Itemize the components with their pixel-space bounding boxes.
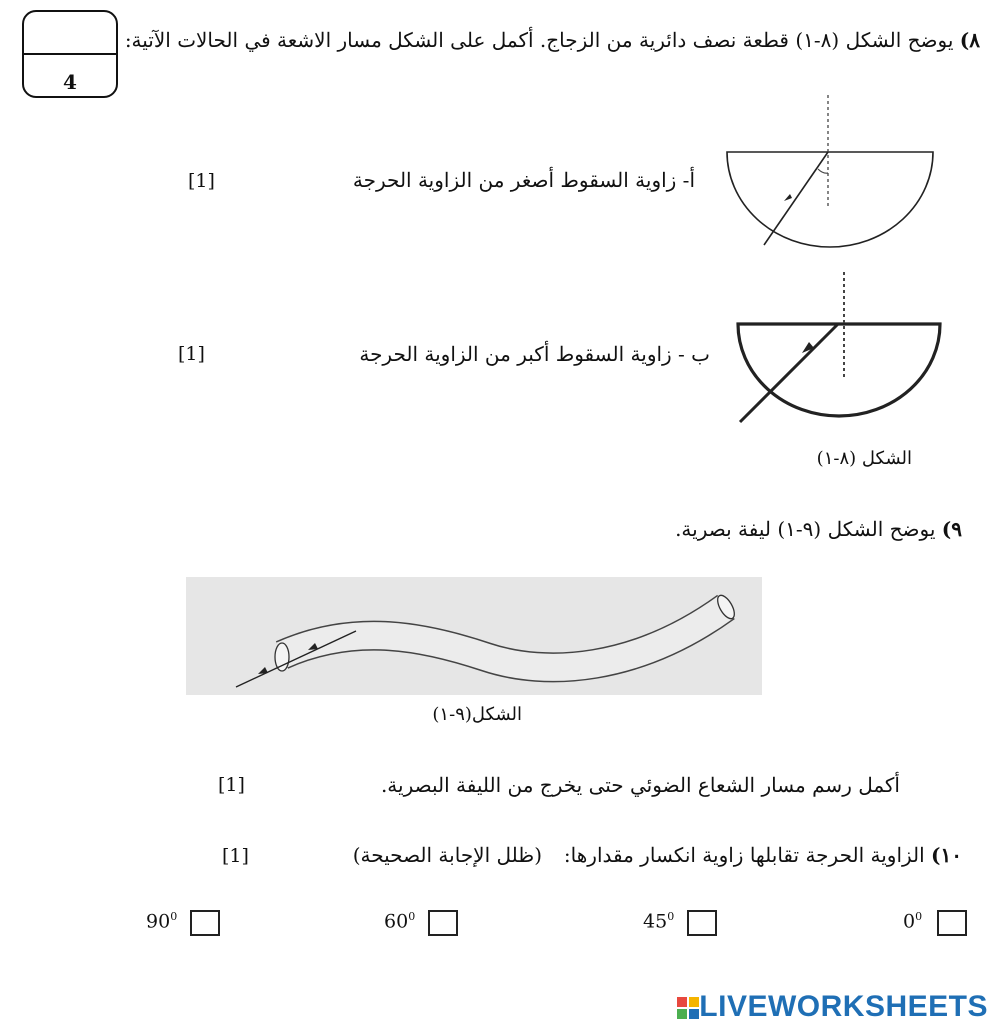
- figure-9-1[interactable]: [186, 577, 762, 695]
- q10-mark: [1]: [222, 845, 249, 867]
- q10-heading: [564, 843, 962, 867]
- option-60-label: $60^0$: [384, 910, 416, 933]
- ray-arrow-a: [784, 194, 792, 201]
- figure-9-1-caption: الشكل(٩-١): [432, 704, 522, 725]
- q9-heading: [675, 517, 962, 541]
- q8-text: يوضح الشكل (٨-١) قطعة نصف دائرية من الزجاج. أكمل على الشكل مسار الاشعة في الحالات الآتية:: [124, 28, 954, 52]
- brand-name: LIVEWORKSHEETS: [699, 990, 988, 1023]
- marks-divider: [24, 53, 116, 55]
- q8-part-b-mark: [1]: [178, 343, 205, 365]
- q10-text: الزاوية الحرجة تقابلها زاوية انكسار مقدارها:: [563, 843, 925, 867]
- q8-number: ٨): [959, 28, 980, 52]
- option-90-checkbox[interactable]: [190, 910, 220, 936]
- option-60-checkbox[interactable]: [428, 910, 458, 936]
- option-0-checkbox[interactable]: [937, 910, 967, 936]
- figure-8-1-b[interactable]: [730, 270, 950, 430]
- q10-number: ١٠): [931, 843, 962, 867]
- q10-hint: (ظلل الإجابة الصحيحة): [352, 843, 542, 867]
- semicircle-block-a: [727, 152, 933, 247]
- q8-part-a-mark: [1]: [188, 170, 215, 192]
- q9-text: يوضح الشكل (٩-١) ليفة بصرية.: [675, 517, 936, 541]
- option-0-label: $0^0$: [903, 910, 923, 933]
- q8-heading: [125, 28, 980, 52]
- q9-mark: [1]: [218, 774, 245, 796]
- liveworksheets-icon: [677, 997, 699, 1019]
- incident-ray-a: [764, 152, 828, 245]
- liveworksheets-logo[interactable]: [677, 990, 988, 1024]
- q8-part-b-text: ب - زاوية السقوط أكبر من الزاوية الحرجة: [359, 342, 710, 366]
- angle-arc-a: [818, 169, 828, 173]
- semicircle-block-b: [738, 324, 940, 416]
- q9-instruction: أكمل رسم مسار الشعاع الضوئي حتى يخرج من الليفة البصرية.: [380, 773, 900, 797]
- marks-box: [22, 10, 118, 98]
- option-90-label: $90^0$: [146, 910, 178, 933]
- q9-number: ٩): [941, 517, 962, 541]
- q8-part-a-text: أ- زاوية السقوط أصغر من الزاوية الحرجة: [352, 168, 695, 192]
- figure-8-1-a[interactable]: [720, 95, 940, 255]
- figure-8-1-caption: الشكل (٨-١): [816, 448, 912, 469]
- option-45-checkbox[interactable]: [687, 910, 717, 936]
- option-45-label: $45^0$: [643, 910, 675, 933]
- fibre-entrance-end: [275, 643, 289, 671]
- marks-score: 4: [63, 70, 77, 94]
